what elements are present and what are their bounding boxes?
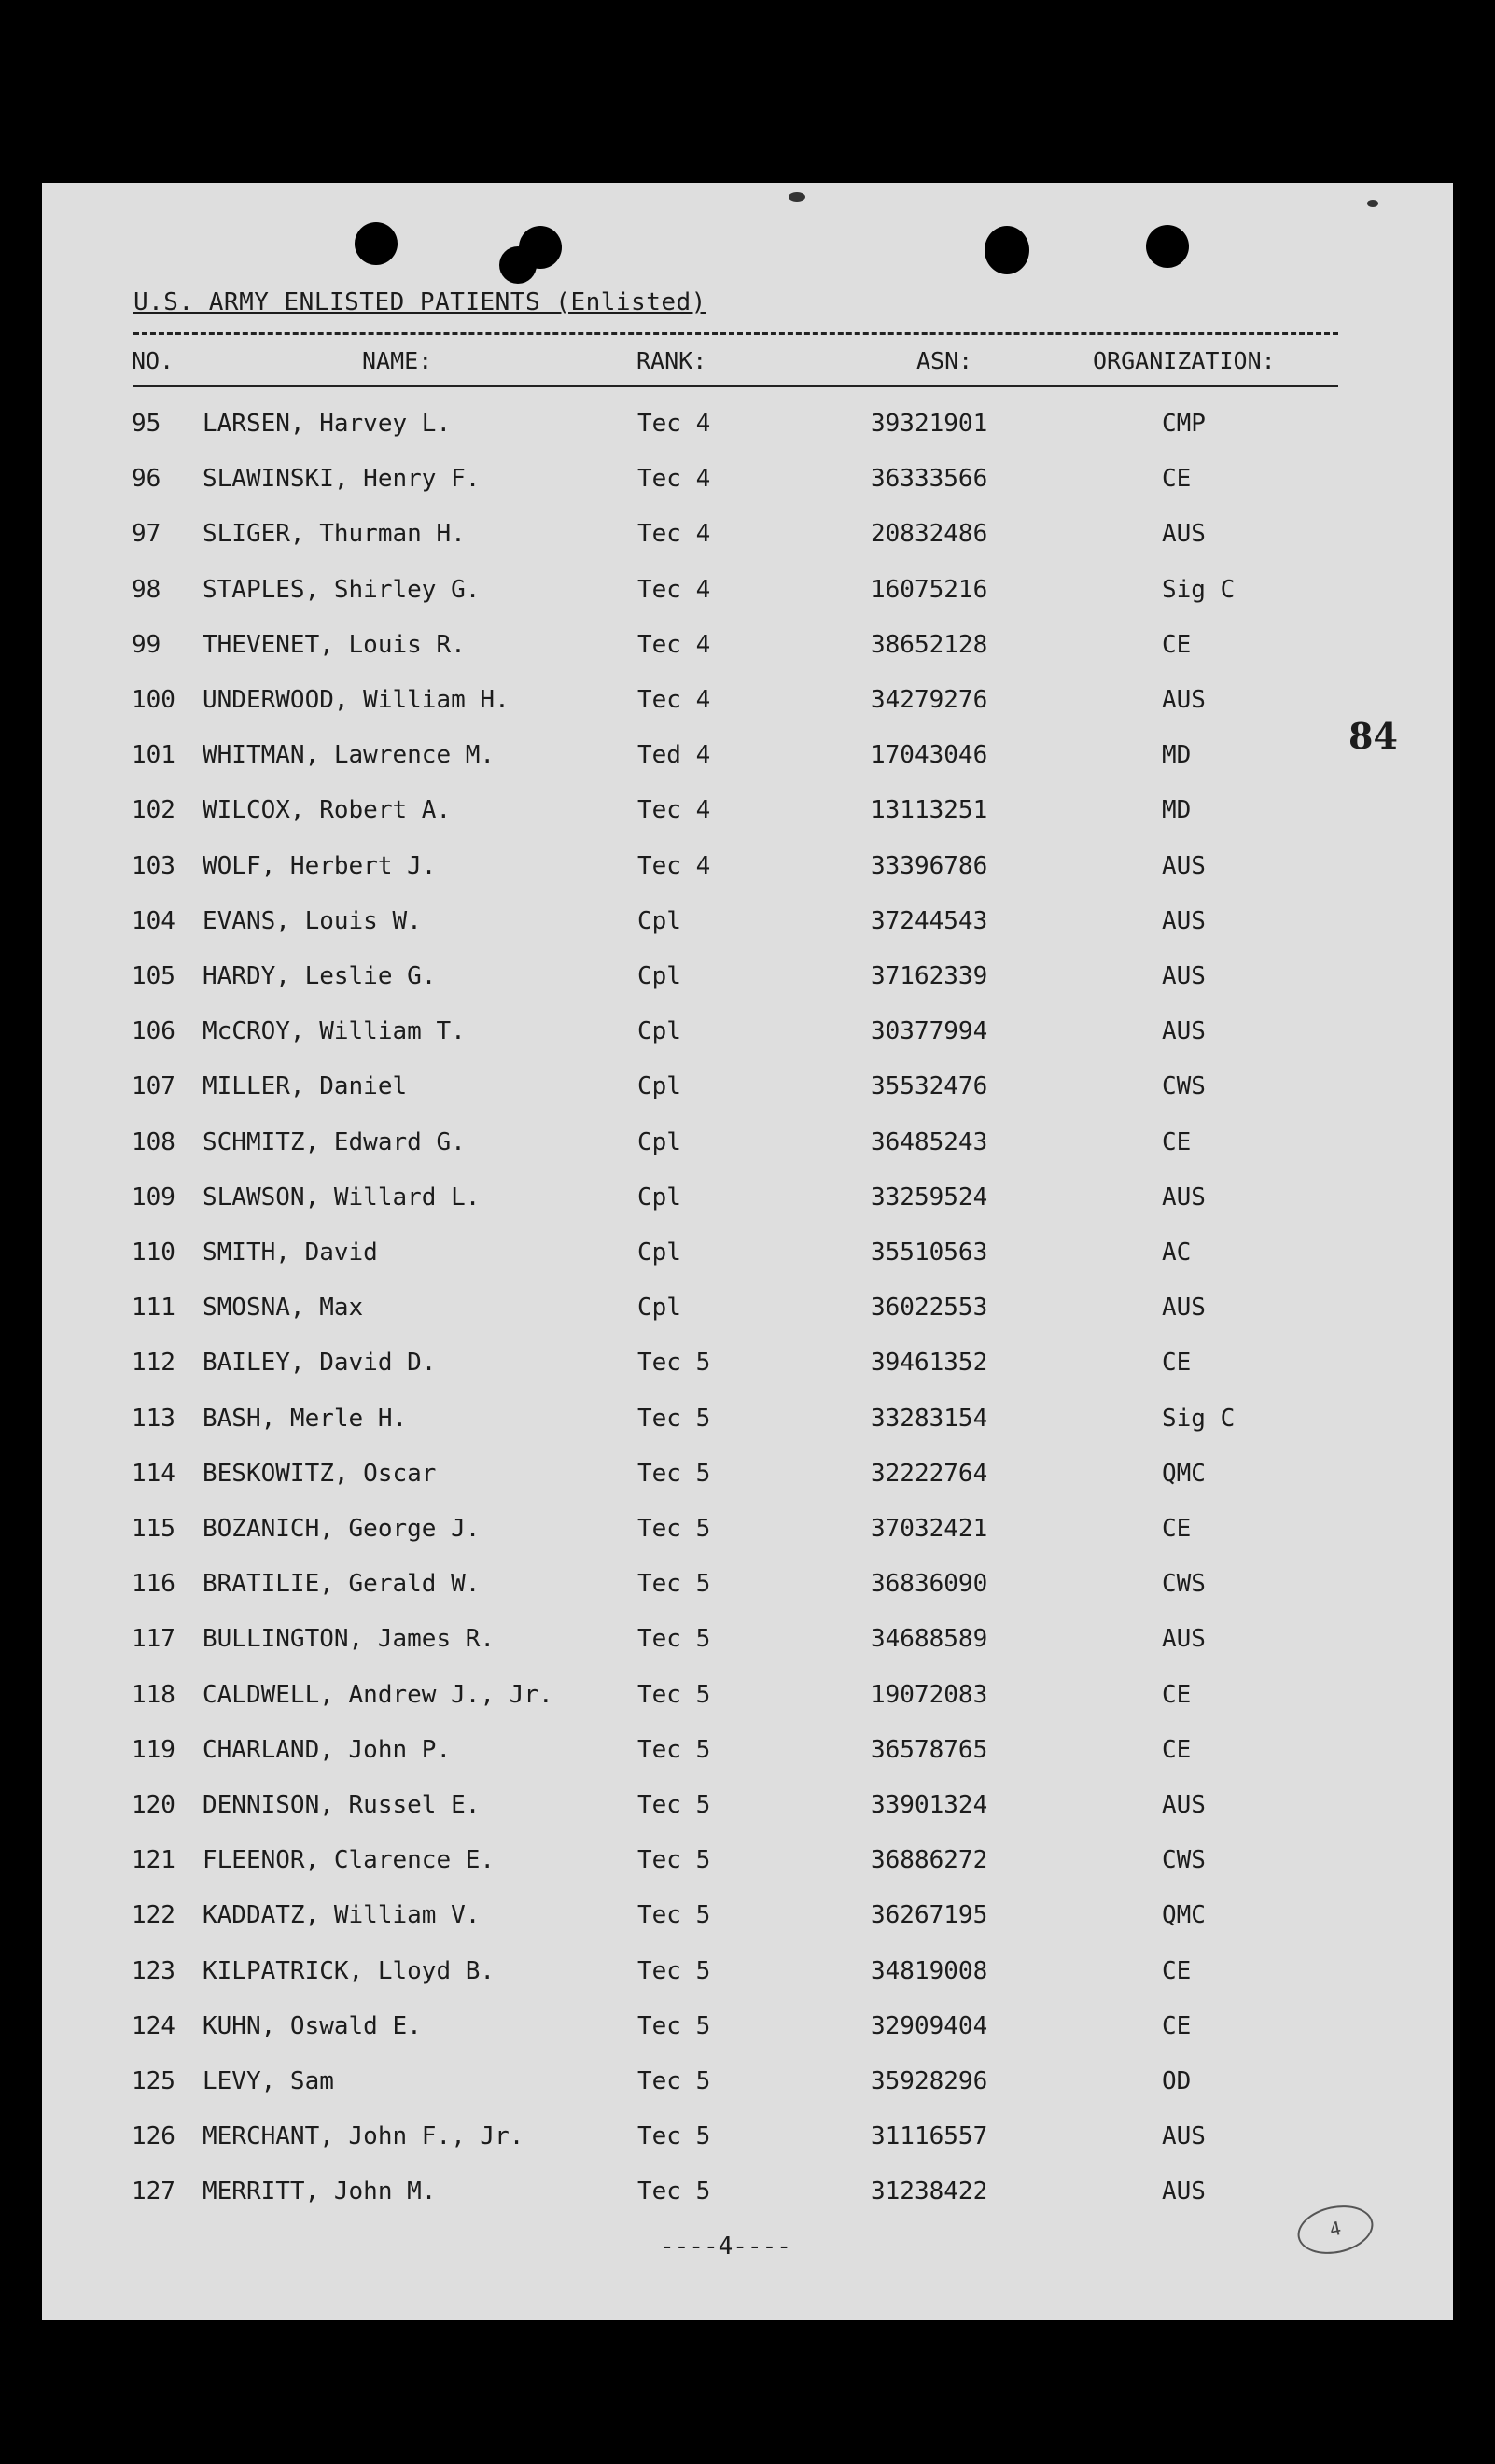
patient-asn: 30377994: [871, 1017, 988, 1046]
row-number: 96: [132, 465, 161, 494]
patient-rank: Cpl: [637, 1294, 681, 1323]
table-row: [42, 2177, 1453, 2215]
patient-name: WOLF, Herbert J.: [203, 851, 437, 880]
patient-organization: AUS: [1162, 906, 1206, 935]
patient-asn: 17043046: [871, 741, 988, 770]
ink-smudge: [1367, 200, 1378, 207]
patient-name: BRATILIE, Gerald W.: [203, 1570, 481, 1599]
table-row: [42, 1072, 1453, 1110]
patient-name: MERCHANT, John F., Jr.: [203, 2122, 524, 2151]
patient-name: MILLER, Daniel: [203, 1072, 408, 1101]
patient-name: SLIGER, Thurman H.: [203, 520, 466, 549]
row-number: 120: [132, 1791, 175, 1819]
punch-hole: [1146, 225, 1189, 268]
row-number: 121: [132, 1846, 175, 1875]
patient-organization: CWS: [1162, 1072, 1206, 1101]
patient-name: THEVENET, Louis R.: [203, 630, 466, 659]
patient-organization: AUS: [1162, 2122, 1206, 2151]
table-row: [42, 1405, 1453, 1442]
row-number: 116: [132, 1570, 175, 1599]
patient-asn: 36485243: [871, 1127, 988, 1156]
patient-asn: 32909404: [871, 2011, 988, 2040]
table-row: [42, 1681, 1453, 1718]
patient-asn: 35928296: [871, 2067, 988, 2095]
patient-organization: AUS: [1162, 1294, 1206, 1323]
patient-organization: CWS: [1162, 1570, 1206, 1599]
patient-asn: 36886272: [871, 1846, 988, 1875]
row-number: 124: [132, 2011, 175, 2040]
patient-rank: Cpl: [637, 1183, 681, 1211]
patient-rank: Tec 5: [637, 1625, 711, 1654]
patient-organization: AUS: [1162, 1017, 1206, 1046]
row-number: 122: [132, 1901, 175, 1930]
patient-name: BOZANICH, George J.: [203, 1515, 481, 1543]
table-row: [42, 1239, 1453, 1276]
table-row: [42, 631, 1453, 668]
patient-name: STAPLES, Shirley G.: [203, 575, 481, 604]
patient-name: BAILEY, David D.: [203, 1349, 437, 1378]
patient-organization: CMP: [1162, 410, 1206, 438]
patient-asn: 39461352: [871, 1349, 988, 1378]
patient-asn: 16075216: [871, 575, 988, 604]
patient-asn: 34279276: [871, 686, 988, 714]
patient-name: KUHN, Oswald E.: [203, 2011, 422, 2040]
table-row: [42, 410, 1453, 447]
row-number: 110: [132, 1239, 175, 1267]
patient-name: UNDERWOOD, William H.: [203, 686, 510, 714]
row-number: 119: [132, 1735, 175, 1764]
patient-name: SMOSNA, Max: [203, 1294, 364, 1323]
table-row: [42, 1460, 1453, 1497]
col-header-rank: RANK:: [636, 347, 707, 374]
patient-organization: OD: [1162, 2067, 1192, 2095]
patient-organization: CE: [1162, 1680, 1192, 1709]
patient-organization: Sig C: [1162, 1404, 1236, 1433]
patient-name: SMITH, David: [203, 1239, 378, 1267]
row-number: 117: [132, 1625, 175, 1654]
patient-name: SLAWINSKI, Henry F.: [203, 465, 481, 494]
table-row: [42, 1183, 1453, 1221]
row-number: 98: [132, 575, 161, 604]
patient-name: CALDWELL, Andrew J., Jr.: [203, 1680, 553, 1709]
patient-organization: MD: [1162, 741, 1192, 770]
patient-asn: 33283154: [871, 1404, 988, 1433]
table-row: [42, 907, 1453, 945]
row-number: 107: [132, 1072, 175, 1101]
punch-hole: [355, 222, 398, 265]
col-header-name: NAME:: [362, 347, 433, 374]
table-row: [42, 1901, 1453, 1939]
row-number: 114: [132, 1459, 175, 1488]
patient-asn: 19072083: [871, 1680, 988, 1709]
col-header-organization: ORGANIZATION:: [1093, 347, 1276, 374]
table-row: [42, 962, 1453, 1000]
patient-name: HARDY, Leslie G.: [203, 962, 437, 990]
patient-asn: 35532476: [871, 1072, 988, 1101]
document-title: U.S. ARMY ENLISTED PATIENTS (Enlisted): [133, 288, 706, 316]
patient-rank: Cpl: [637, 1239, 681, 1267]
table-row: [42, 2122, 1453, 2160]
patient-organization: CE: [1162, 1127, 1192, 1156]
patient-rank: Cpl: [637, 962, 681, 990]
patient-asn: 37162339: [871, 962, 988, 990]
patient-asn: 34819008: [871, 1956, 988, 1985]
patient-name: LARSEN, Harvey L.: [203, 410, 452, 438]
patient-asn: 36022553: [871, 1294, 988, 1323]
patient-organization: CE: [1162, 465, 1192, 494]
patient-name: FLEENOR, Clarence E.: [203, 1846, 496, 1875]
patient-rank: Tec 5: [637, 2122, 711, 2151]
patient-asn: 36578765: [871, 1735, 988, 1764]
patient-rank: Tec 4: [637, 465, 711, 494]
patient-asn: 13113251: [871, 796, 988, 825]
row-number: 115: [132, 1515, 175, 1543]
patient-name: WILCOX, Robert A.: [203, 796, 452, 825]
patient-rank: Tec 4: [637, 520, 711, 549]
row-number: 101: [132, 741, 175, 770]
patient-name: SCHMITZ, Edward G.: [203, 1127, 466, 1156]
table-row: [42, 1515, 1453, 1552]
header-rule: [133, 385, 1338, 387]
patient-asn: 36836090: [871, 1570, 988, 1599]
patient-organization: CE: [1162, 1515, 1192, 1543]
col-header-asn: ASN:: [916, 347, 973, 374]
patient-rank: Tec 4: [637, 686, 711, 714]
circle-stamp: 4: [1293, 2199, 1378, 2261]
document-page: [42, 183, 1453, 2320]
row-number: 123: [132, 1956, 175, 1985]
table-row: [42, 1570, 1453, 1607]
patient-name: DENNISON, Russel E.: [203, 1791, 481, 1819]
patient-rank: Tec 5: [637, 2067, 711, 2095]
patient-organization: AUS: [1162, 1791, 1206, 1819]
patient-name: WHITMAN, Lawrence M.: [203, 741, 496, 770]
table-row: [42, 2067, 1453, 2105]
patient-name: McCROY, William T.: [203, 1017, 466, 1046]
patient-name: KADDATZ, William V.: [203, 1901, 481, 1930]
patient-rank: Tec 5: [637, 1791, 711, 1819]
patient-rank: Ted 4: [637, 741, 711, 770]
patient-organization: CWS: [1162, 1846, 1206, 1875]
row-number: 127: [132, 2177, 175, 2206]
table-row: [42, 1957, 1453, 1995]
patient-asn: 38652128: [871, 630, 988, 659]
row-number: 104: [132, 906, 175, 935]
patient-asn: 37032421: [871, 1515, 988, 1543]
patient-name: KILPATRICK, Lloyd B.: [203, 1956, 496, 1985]
patient-asn: 35510563: [871, 1239, 988, 1267]
table-row: [42, 1736, 1453, 1773]
patient-rank: Cpl: [637, 1072, 681, 1101]
patient-asn: 33396786: [871, 851, 988, 880]
patient-asn: 33901324: [871, 1791, 988, 1819]
row-number: 126: [132, 2122, 175, 2151]
row-number: 113: [132, 1404, 175, 1433]
patient-rank: Tec 5: [637, 1515, 711, 1543]
punch-hole: [499, 246, 537, 284]
table-row: [42, 1791, 1453, 1828]
patient-name: BESKOWITZ, Oscar: [203, 1459, 437, 1488]
col-header-no: NO.: [132, 347, 175, 374]
patient-organization: Sig C: [1162, 575, 1236, 604]
punch-hole: [985, 226, 1029, 274]
patient-organization: AUS: [1162, 851, 1206, 880]
table-row: [42, 852, 1453, 889]
patient-rank: Tec 5: [637, 2177, 711, 2206]
patient-organization: AUS: [1162, 520, 1206, 549]
patient-name: SLAWSON, Willard L.: [203, 1183, 481, 1211]
row-number: 99: [132, 630, 161, 659]
patient-rank: Tec 5: [637, 1956, 711, 1985]
patient-asn: 32222764: [871, 1459, 988, 1488]
patient-rank: Tec 5: [637, 1846, 711, 1875]
patient-organization: AUS: [1162, 1625, 1206, 1654]
patient-organization: QMC: [1162, 1901, 1206, 1930]
patient-rank: Tec 5: [637, 1901, 711, 1930]
patient-organization: CE: [1162, 630, 1192, 659]
patient-organization: CE: [1162, 2011, 1192, 2040]
patient-rank: Tec 5: [637, 1735, 711, 1764]
patient-asn: 31116557: [871, 2122, 988, 2151]
table-row: [42, 1128, 1453, 1166]
patient-rank: Cpl: [637, 1017, 681, 1046]
patient-organization: AUS: [1162, 1183, 1206, 1211]
table-row: [42, 1349, 1453, 1386]
patient-rank: Tec 4: [637, 410, 711, 438]
patient-organization: CE: [1162, 1956, 1192, 1985]
patient-asn: 37244543: [871, 906, 988, 935]
patient-asn: 20832486: [871, 520, 988, 549]
patient-rank: Tec 5: [637, 1349, 711, 1378]
patient-rank: Cpl: [637, 1127, 681, 1156]
table-row: [42, 465, 1453, 502]
patient-name: EVANS, Louis W.: [203, 906, 422, 935]
title-rule: [133, 332, 1338, 335]
patient-name: BASH, Merle H.: [203, 1404, 408, 1433]
patient-name: LEVY, Sam: [203, 2067, 334, 2095]
patient-organization: AUS: [1162, 686, 1206, 714]
patient-name: MERRITT, John M.: [203, 2177, 437, 2206]
table-row: [42, 1625, 1453, 1662]
table-row: [42, 1294, 1453, 1331]
patient-rank: Tec 5: [637, 1680, 711, 1709]
row-number: 112: [132, 1349, 175, 1378]
row-number: 97: [132, 520, 161, 549]
patient-rank: Tec 5: [637, 2011, 711, 2040]
row-number: 95: [132, 410, 161, 438]
patient-name: CHARLAND, John P.: [203, 1735, 452, 1764]
handwritten-page-number: 84: [1348, 715, 1398, 757]
patient-rank: Cpl: [637, 906, 681, 935]
table-row: [42, 796, 1453, 833]
patient-rank: Tec 5: [637, 1570, 711, 1599]
ink-smudge: [789, 192, 805, 202]
table-row: [42, 1846, 1453, 1883]
patient-asn: 31238422: [871, 2177, 988, 2206]
patient-asn: 36267195: [871, 1901, 988, 1930]
row-number: 106: [132, 1017, 175, 1046]
row-number: 109: [132, 1183, 175, 1211]
row-number: 118: [132, 1680, 175, 1709]
patient-rank: Tec 5: [637, 1459, 711, 1488]
patient-asn: 33259524: [871, 1183, 988, 1211]
page-number: ----4----: [660, 2233, 791, 2261]
row-number: 105: [132, 962, 175, 990]
patient-organization: AC: [1162, 1239, 1192, 1267]
patient-organization: MD: [1162, 796, 1192, 825]
patient-asn: 39321901: [871, 410, 988, 438]
patient-organization: CE: [1162, 1735, 1192, 1764]
patient-organization: CE: [1162, 1349, 1192, 1378]
patient-rank: Tec 4: [637, 630, 711, 659]
patient-organization: AUS: [1162, 962, 1206, 990]
table-row: [42, 2012, 1453, 2050]
table-row: [42, 520, 1453, 557]
table-row: [42, 576, 1453, 613]
patient-asn: 34688589: [871, 1625, 988, 1654]
row-number: 125: [132, 2067, 175, 2095]
patient-asn: 36333566: [871, 465, 988, 494]
table-row: [42, 741, 1453, 778]
patient-organization: AUS: [1162, 2177, 1206, 2206]
patient-rank: Tec 4: [637, 851, 711, 880]
table-row: [42, 686, 1453, 723]
row-number: 100: [132, 686, 175, 714]
row-number: 108: [132, 1127, 175, 1156]
row-number: 111: [132, 1294, 175, 1323]
table-row: [42, 1017, 1453, 1055]
patient-rank: Tec 4: [637, 796, 711, 825]
patient-name: BULLINGTON, James R.: [203, 1625, 496, 1654]
patient-rank: Tec 4: [637, 575, 711, 604]
row-number: 102: [132, 796, 175, 825]
patient-organization: QMC: [1162, 1459, 1206, 1488]
row-number: 103: [132, 851, 175, 880]
patient-rank: Tec 5: [637, 1404, 711, 1433]
